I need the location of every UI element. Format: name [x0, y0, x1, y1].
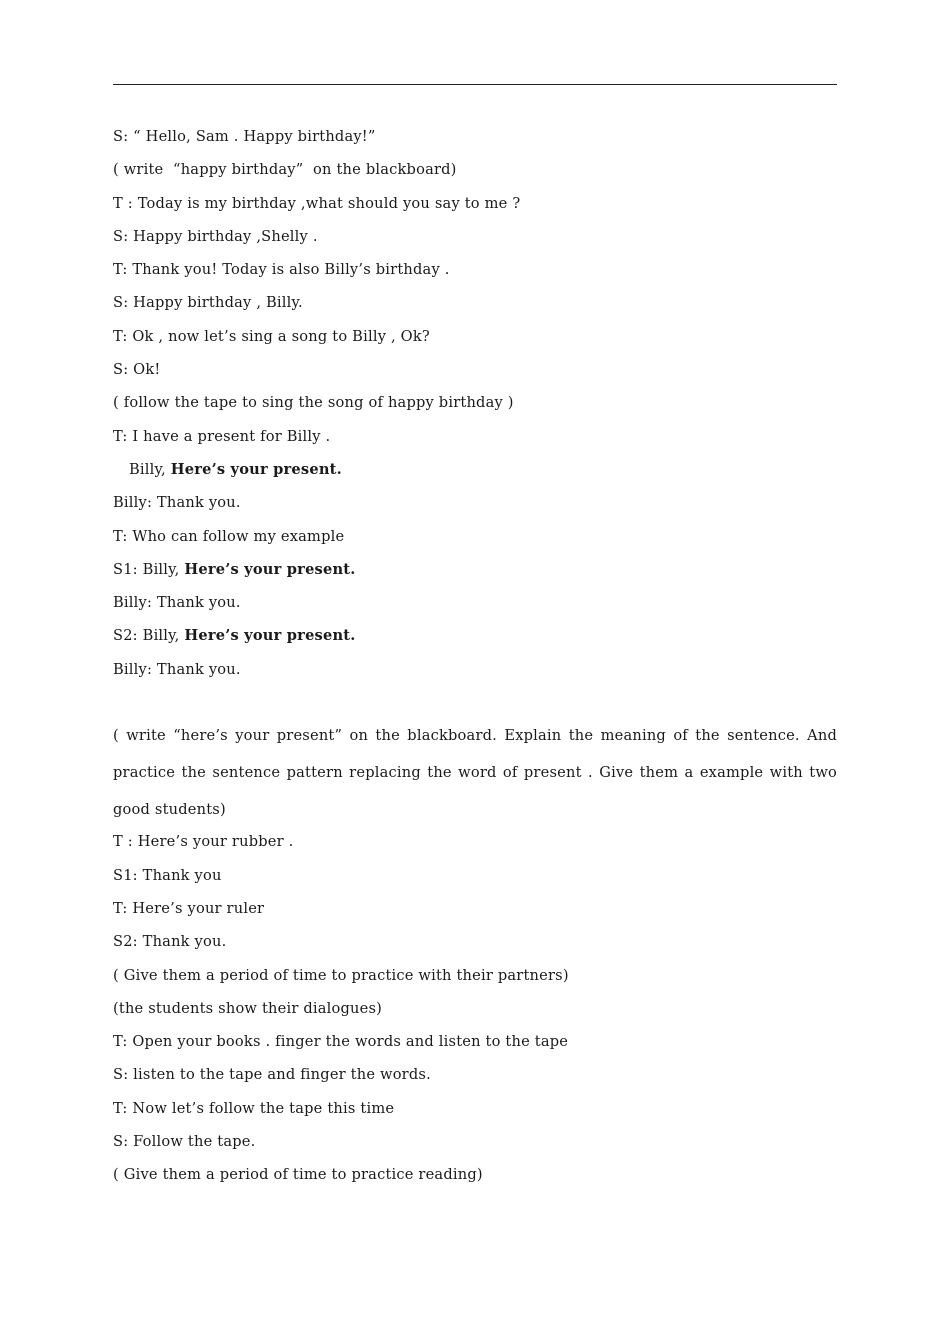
dialogue-line: T: Who can follow my example	[113, 527, 345, 545]
dialogue-line: S2: Thank you.	[113, 933, 227, 951]
dialogue-line: S: Happy birthday ,Shelly .	[113, 227, 318, 245]
dialogue-line: T: Ok , now let’s sing a song to Billy , Ok?	[113, 327, 430, 345]
dialogue-line: Billy: Thank you.	[113, 594, 241, 612]
header-rule	[113, 84, 837, 85]
stage-direction: ( write “happy birthday” on the blackboard)	[113, 161, 457, 179]
dialogue-line: T : Here’s your rubber .	[113, 833, 294, 851]
document-body	[113, 120, 837, 1192]
line-prefix: Billy,	[129, 460, 171, 478]
key-sentence: Here’s your present.	[184, 560, 356, 578]
line-prefix: S2: Billy,	[113, 627, 185, 645]
dialogue-line: T: Now let’s follow the tape this time	[113, 1099, 395, 1117]
dialogue-line-billy-present	[113, 453, 837, 486]
dialogue-line: S: Happy birthday , Billy.	[113, 294, 303, 312]
blank-line	[113, 686, 837, 719]
stage-direction: (the students show their dialogues)	[113, 999, 383, 1017]
dialogue-line: Billy: Thank you.	[113, 494, 241, 512]
dialogue-line: T: Open your books . finger the words and listen to the tape	[113, 1033, 569, 1051]
stage-direction: ( Give them a period of time to practice with their partners)	[113, 966, 569, 984]
key-sentence: Here’s your present.	[184, 627, 356, 645]
dialogue-line: T: Here’s your ruler	[113, 899, 265, 917]
dialogue-line: Billy: Thank you.	[113, 660, 241, 678]
dialogue-line-s2-present	[113, 619, 837, 652]
dialogue-line: T : Today is my birthday ,what should you say to me ?	[113, 194, 521, 212]
stage-direction: ( follow the tape to sing the song of happy birthday )	[113, 394, 514, 412]
dialogue-line: S: Follow the tape.	[113, 1133, 256, 1151]
instruction-paragraph: ( write “here’s your present” on the blackboard. Explain the meaning of the sentence. And practice the sentence pattern replacing the word of present . Give them a example with two good students)	[113, 727, 837, 819]
dialogue-line: S1: Thank you	[113, 866, 222, 884]
dialogue-line: S: listen to the tape and finger the words.	[113, 1066, 431, 1084]
stage-direction: ( Give them a period of time to practice reading)	[113, 1166, 483, 1184]
dialogue-line: T: Thank you! Today is also Billy’s birthday .	[113, 261, 450, 279]
key-sentence: Here’s your present.	[170, 460, 342, 478]
dialogue-line: T: I have a present for Billy .	[113, 427, 331, 445]
dialogue-line: S: “ Hello, Sam . Happy birthday!”	[113, 128, 376, 145]
line-prefix: S1: Billy,	[113, 560, 185, 578]
dialogue-line-s1-present	[113, 553, 837, 586]
dialogue-line: S: Ok!	[113, 361, 161, 379]
